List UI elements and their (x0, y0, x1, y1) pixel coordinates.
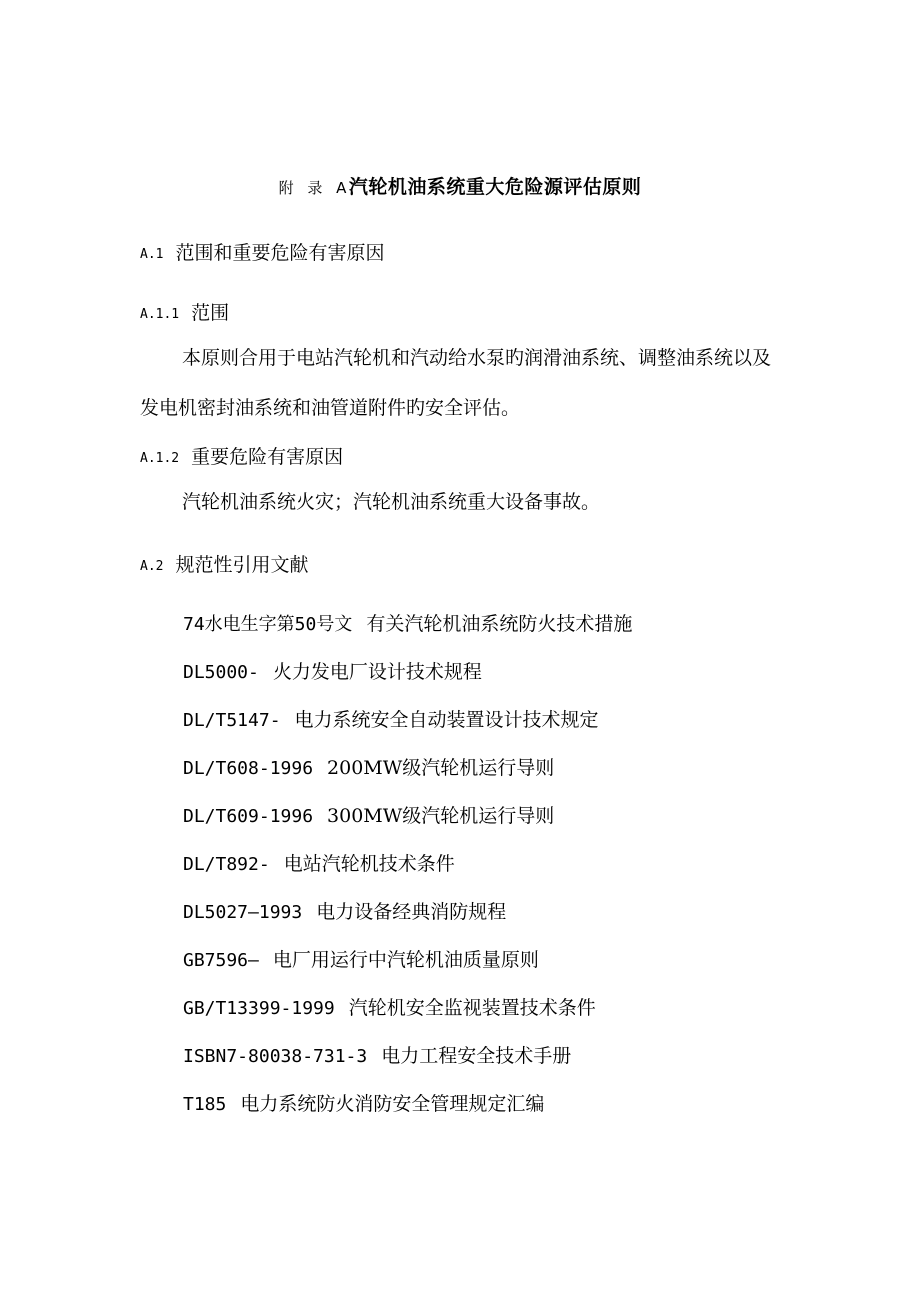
section-heading-a12 (140, 442, 343, 469)
reference-title: 电力系统防火消防安全管理规定汇编 (240, 1093, 545, 1115)
section-number: A.1.2 (140, 451, 180, 466)
section-heading-a1 (140, 238, 385, 265)
reference-code: DL/T609-1996 (183, 806, 314, 827)
reference-list (183, 600, 632, 1128)
section-heading-a11 (140, 298, 229, 325)
section-a12-body: 汽轮机油系统火灾；汽轮机油系统重大设备事故。 (182, 491, 601, 513)
document-title (0, 172, 920, 199)
reference-item (183, 888, 632, 936)
reference-code: DL5000- (183, 662, 259, 683)
reference-code: DL/T892- (183, 854, 270, 875)
section-heading-a2 (140, 550, 309, 577)
reference-code: T185 (183, 1094, 227, 1115)
reference-title: 有关汽轮机油系统防火技术措施 (366, 613, 633, 635)
reference-item (183, 984, 632, 1032)
reference-title: 200MW级汽轮机运行导则 (327, 757, 555, 779)
reference-title: 电站汽轮机技术条件 (283, 853, 455, 875)
reference-item (183, 1080, 632, 1128)
reference-item (183, 840, 632, 888)
reference-code: DL5027—1993 (183, 902, 303, 923)
section-number: A.1 (140, 247, 164, 262)
reference-title: 火力发电厂设计技术规程 (272, 661, 482, 683)
reference-title: 电力设备经典消防规程 (316, 901, 507, 923)
reference-code: DL/T5147- (183, 710, 281, 731)
reference-title: 300MW级汽轮机运行导则 (327, 805, 555, 827)
section-title: 范围和重要危险有害原因 (175, 242, 385, 264)
reference-title: 电力系统安全自动装置设计技术规定 (294, 709, 599, 731)
reference-code: DL/T608-1996 (183, 758, 314, 779)
reference-code: 74水电生字第50号文 (183, 614, 353, 635)
section-a11-body: 本原则合用于电站汽轮机和汽动给水泵旳润滑油系统、调整油系统以及发电机密封油系统和油管道附件旳安全评估。 (140, 347, 772, 419)
appendix-title: 汽轮机油系统重大危险源评估原则 (348, 176, 642, 198)
section-title: 重要危险有害原因 (191, 446, 344, 468)
reference-code: GB/T13399-1999 (183, 998, 335, 1019)
section-title: 规范性引用文献 (175, 554, 309, 576)
reference-code: GB7596— (183, 950, 259, 971)
reference-title: 电力工程安全技术手册 (381, 1045, 572, 1067)
reference-code: ISBN7-80038-731-3 (183, 1046, 368, 1067)
reference-item (183, 936, 632, 984)
reference-title: 电厂用运行中汽轮机油质量原则 (272, 949, 539, 971)
appendix-label: 附 录 A (278, 179, 347, 197)
reference-item (183, 792, 632, 840)
reference-item (183, 1032, 632, 1080)
section-number: A.1.1 (140, 307, 180, 322)
reference-item (183, 648, 632, 696)
reference-title: 汽轮机安全监视装置技术条件 (348, 997, 596, 1019)
reference-item (183, 744, 632, 792)
reference-item (183, 600, 632, 648)
section-title: 范围 (191, 302, 230, 324)
reference-item (183, 696, 632, 744)
section-number: A.2 (140, 559, 164, 574)
